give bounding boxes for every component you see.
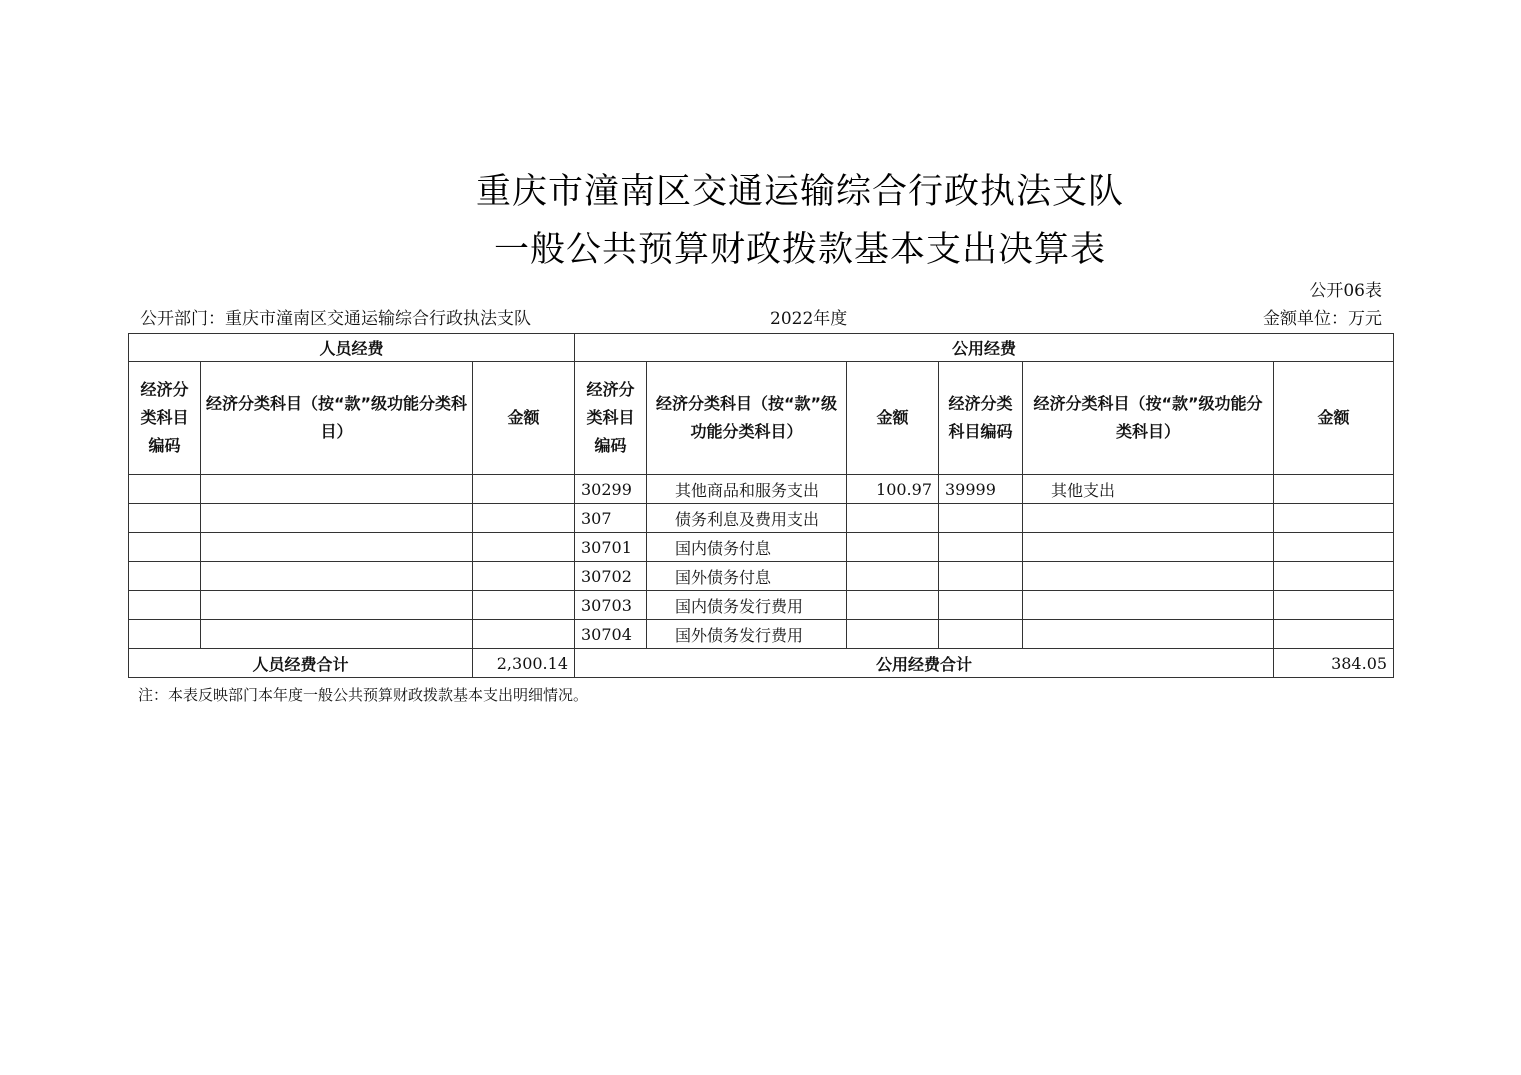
department-label: 公开部门：重庆市潼南区交通运输综合行政执法支队 — [140, 309, 531, 329]
public-code-cell-1: 30299 — [575, 475, 647, 504]
col-header-public-name-2: 经济分类科目（按“款”级功能分类科目） — [1023, 362, 1274, 475]
personnel-code-cell — [129, 475, 201, 504]
col-header-public-code-2: 经济分类科目编码 — [939, 362, 1023, 475]
public-amount-cell-1 — [847, 504, 939, 533]
table-code: 公开06表 — [1309, 281, 1382, 301]
public-name-cell-2 — [1023, 591, 1274, 620]
personnel-name-cell — [201, 504, 473, 533]
public-amount-cell-2 — [1274, 562, 1394, 591]
public-code-cell-2 — [939, 591, 1023, 620]
personnel-code-cell — [129, 533, 201, 562]
public-total-label: 公用经费合计 — [575, 649, 1274, 678]
public-name-cell-1: 债务利息及费用支出 — [647, 504, 847, 533]
public-name-cell-2 — [1023, 533, 1274, 562]
public-name-cell-1: 国外债务付息 — [647, 562, 847, 591]
personnel-amount-cell — [473, 620, 575, 649]
col-header-public-amount-2: 金额 — [1274, 362, 1394, 475]
page-title-line2: 一般公共预算财政拨款基本支出决算表 — [493, 230, 1106, 270]
page-title-line1: 重庆市潼南区交通运输综合行政执法支队 — [475, 172, 1124, 212]
public-code-cell-2 — [939, 562, 1023, 591]
personnel-code-cell — [129, 591, 201, 620]
personnel-amount-cell — [473, 591, 575, 620]
table-footnote: 注：本表反映部门本年度一般公共预算财政拨款基本支出明细情况。 — [138, 686, 589, 704]
table-row — [129, 533, 1394, 562]
col-header-public-amount-1: 金额 — [847, 362, 939, 475]
public-amount-cell-2 — [1274, 504, 1394, 533]
personnel-amount-cell — [473, 475, 575, 504]
table-row — [129, 504, 1394, 533]
personnel-code-cell — [129, 504, 201, 533]
public-code-cell-2: 39999 — [939, 475, 1023, 504]
public-amount-cell-1 — [847, 562, 939, 591]
public-amount-cell-2 — [1274, 591, 1394, 620]
personnel-name-cell — [201, 620, 473, 649]
personnel-group-header: 人员经费 — [129, 334, 575, 362]
personnel-amount-cell — [473, 533, 575, 562]
budget-table — [128, 333, 1394, 678]
personnel-total-value: 2,300.14 — [473, 649, 575, 678]
table-row — [129, 620, 1394, 649]
public-group-header: 公用经费 — [575, 334, 1394, 362]
personnel-code-cell — [129, 562, 201, 591]
col-header-public-code-1: 经济分类科目编码 — [575, 362, 647, 475]
table-row — [129, 475, 1394, 504]
personnel-total-label: 人员经费合计 — [129, 649, 473, 678]
public-amount-cell-1: 100.97 — [847, 475, 939, 504]
personnel-name-cell — [201, 591, 473, 620]
fiscal-year: 2022年度 — [770, 309, 848, 329]
public-name-cell-2: 其他支出 — [1023, 475, 1274, 504]
personnel-amount-cell — [473, 504, 575, 533]
personnel-name-cell — [201, 533, 473, 562]
public-amount-cell-2 — [1274, 475, 1394, 504]
public-code-cell-1: 30704 — [575, 620, 647, 649]
public-name-cell-1: 国内债务发行费用 — [647, 591, 847, 620]
public-code-cell-2 — [939, 504, 1023, 533]
col-header-public-name-1: 经济分类科目（按“款”级功能分类科目） — [647, 362, 847, 475]
personnel-name-cell — [201, 562, 473, 591]
public-amount-cell-1 — [847, 620, 939, 649]
col-header-personnel-name: 经济分类科目（按“款”级功能分类科目） — [201, 362, 473, 475]
group-header-row — [129, 334, 1394, 362]
col-header-personnel-code: 经济分类科目编码 — [129, 362, 201, 475]
public-amount-cell-2 — [1274, 533, 1394, 562]
public-name-cell-2 — [1023, 562, 1274, 591]
public-total-value: 384.05 — [1274, 649, 1394, 678]
public-code-cell-2 — [939, 533, 1023, 562]
public-name-cell-1: 国外债务发行费用 — [647, 620, 847, 649]
column-header-row — [129, 362, 1394, 475]
personnel-name-cell — [201, 475, 473, 504]
public-amount-cell-1 — [847, 533, 939, 562]
public-name-cell-2 — [1023, 620, 1274, 649]
amount-unit: 金额单位：万元 — [1263, 309, 1382, 329]
public-amount-cell-2 — [1274, 620, 1394, 649]
public-code-cell-2 — [939, 620, 1023, 649]
personnel-code-cell — [129, 620, 201, 649]
public-amount-cell-1 — [847, 591, 939, 620]
public-code-cell-1: 30703 — [575, 591, 647, 620]
table-row — [129, 562, 1394, 591]
public-code-cell-1: 307 — [575, 504, 647, 533]
public-name-cell-1: 国内债务付息 — [647, 533, 847, 562]
public-code-cell-1: 30701 — [575, 533, 647, 562]
personnel-amount-cell — [473, 562, 575, 591]
col-header-personnel-amount: 金额 — [473, 362, 575, 475]
totals-row — [129, 649, 1394, 678]
public-name-cell-2 — [1023, 504, 1274, 533]
table-row — [129, 591, 1394, 620]
public-name-cell-1: 其他商品和服务支出 — [647, 475, 847, 504]
public-code-cell-1: 30702 — [575, 562, 647, 591]
